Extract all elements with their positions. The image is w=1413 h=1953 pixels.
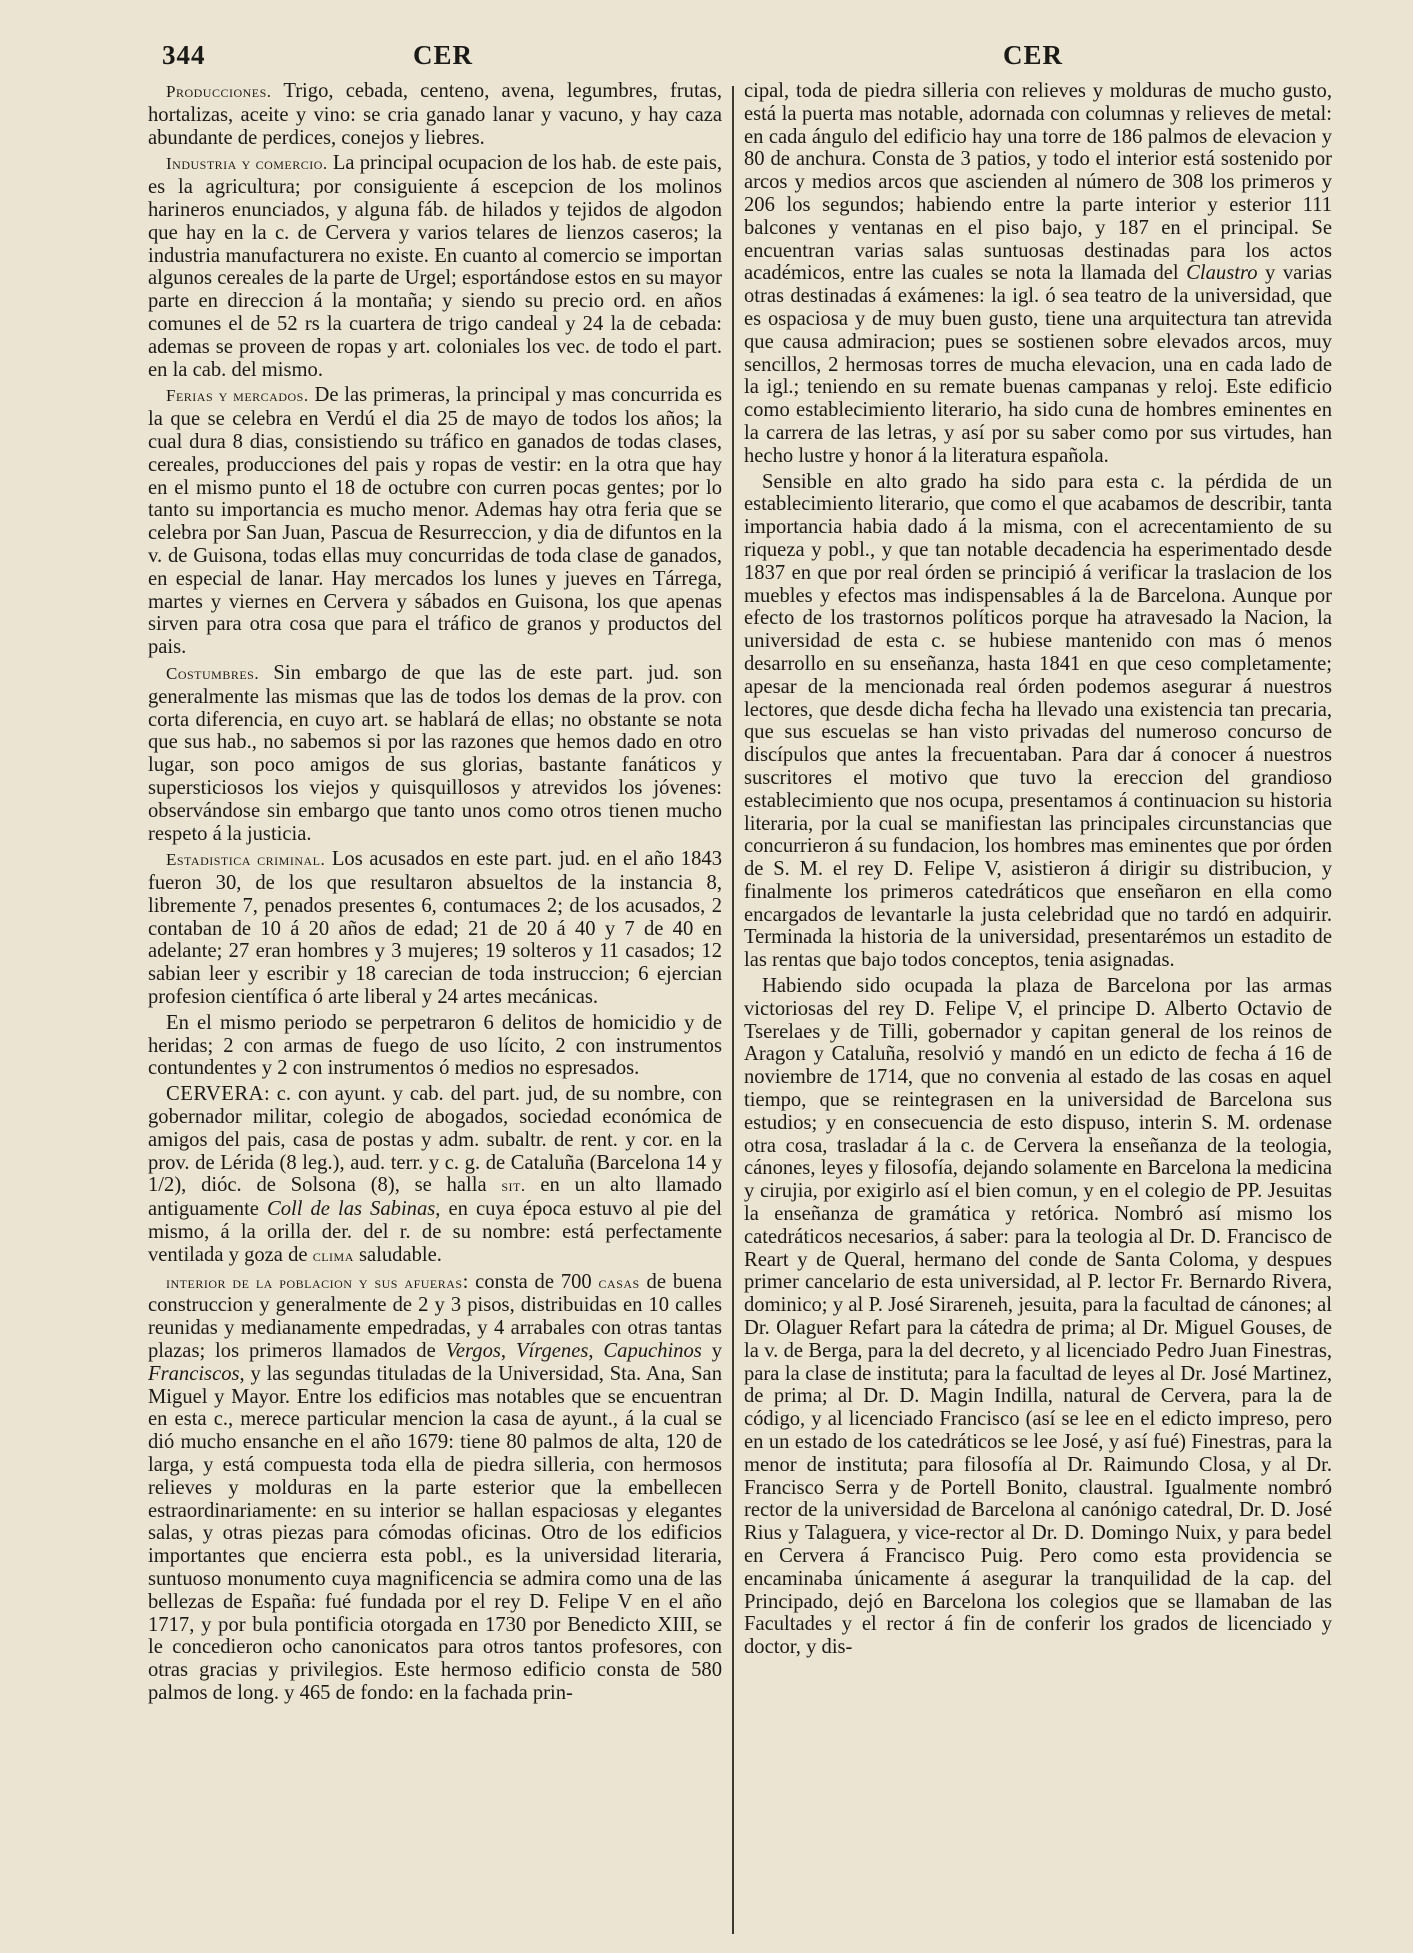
place-name-coll: Coll de las Sabinas — [266, 1198, 436, 1221]
paragraph-text: : c. con ayunt. y cab. del part. jud, de su nombre, con gobernador militar, colegio de abogados, sociedad económica de amigos del pais, casa de postas y adm. subaltr. de rent. y cor. en la prov. de Lérida (8 leg.), aud. terr. y c. g. de Cataluña (Barcelona 14 y 1/2), dióc. de Solsona (8), se halla — [148, 1083, 722, 1197]
paragraph-text: Trigo, cebada, centeno, avena, legumbres, frutas, hortalizas, aceite y vino: se cria ganado lanar y vacuno, y hay caza abundante de perdices, conejos y liebres. — [148, 80, 722, 149]
left-column — [148, 80, 722, 1930]
section-head-casas: casas — [598, 1272, 640, 1292]
place-name-franciscos: Franciscos — [148, 1362, 240, 1385]
paragraph-text: y varias otras destinadas á exámenes: la igl. ó sea teatro de la universidad, que es ospaciosa y de muy buen gusto, tiene una arquitectura tan atrevida que causa admiracion; pues se sostienen sobre elevados arcos, muy sencillos, 2 hermosas torres de mucha elevacion, una en cada lado de la igl.; teniendo en su remate buenas campanas y reloj. Este edificio como establecimiento literario, ha sido cuna de hombres eminentes en la carrera de las letras, y así por su saber como por sus virtudes, han hecho lustre y honor á la literatura española. — [744, 262, 1332, 467]
paragraph-cervera — [148, 1083, 722, 1267]
paragraph-text: De las primeras, la principal y mas concurrida es la que se celebra en Verdú el dia 25 de mayo de todos los años; la cual dura 8 dias, consistiendo su tráfico en ganados de todas clases, cereales, producciones del pais y ropas de vestir: en la otra que hay en el mismo punto el 18 de octubre con curren pocas gentes; por lo tanto su importancia es mucho menor. Ademas hay otra feria que se celebra por San Juan, Pascua de Resurreccion, y dia de difuntos en la v. de Guisona, todas ellas muy concurridas de toda clase de ganados, en especial de lanar. Hay mercados los lunes y jueves en Tárrega, martes y viernes en Cervera y sábados en Guisona, los que apenas sirven para otra cosa que para el tráfico de granos y productos del pais. — [148, 384, 722, 659]
section-head-estadistica: Estadistica criminal. — [166, 850, 326, 870]
paragraph-text: , y las segundas tituladas de la Universidad, Sta. Ana, San Miguel y Mayor. Entre los edificios mas notables que se encuentran en esta c., merece particular mencion la casa de ayunt., á la cual se dió mucho ensanche en el año 1679: tiene 80 palmos de alta, 120 de larga, y está compuesta toda ella de piedra silleria, con hermosos relieves y molduras en la parte esterior que la embellecen estraordinariamente: en su interior se hallan espaciosas y elegantes salas, y otras piezas para cómodas oficinas. Otro de los edificios importantes que encierra esta pobl., es la universidad literaria, suntuoso monumento cuya magnificencia se admira como una de las bellezas de España: fué fundada por el rey D. Felipe V en el año 1717, y por bula pontificia otorgada en 1730 por Benedicto XIII, se le concedieron ocho canonicatos para otros tantos profesores, con otras gracias y privilegios. Este hermoso edificio consta de 580 palmos de long. y 465 de fondo: en la fachada prin- — [148, 1362, 722, 1704]
page-number: 344 — [162, 40, 206, 70]
paragraph-estadistica — [148, 848, 722, 1009]
paragraph-text: Sensible en alto grado ha sido para esta c. la pérdida de un establecimiento literario, que como el que acabamos de describir, tanta importancia habia dado á la misma, con el acrecentamiento de su riqueza y pobl., y que tan notable decadencia ha esperimentado desde 1837 en que por real órden se principió á verificar la traslacion de los muebles y efectos mas indispensables á la de Barcelona. Aunque por efecto de los trastornos políticos porque ha atravesado la Nacion, la universidad de esta c. se hubiese mantenido con mas ó menos desarrollo en su enseñanza, hasta 1841 en que ceso completamente; apesar de la mencionada real órden podemos asegurar á nuestros lectores, que desde dicha fecha ha llevado una existencia tan precaria, que sus escuelas se han visto privadas del numeroso concurso de discípulos que antes la frecuentaban. Para dar á conocer á nuestros suscritores el motivo que tuvo la ereccion del grandioso establecimiento que nos ocupa, presentamos á continuacion su historia literaria, por la cual se manifiestan las principales circunstancias que concurrieron á su fundacion, los hombres mas eminentes que por órden de S. M. el rey D. Felipe V, asistieron á dirigir su distribucion, y finalmente los primeros catedráticos que enseñaron en ella como encargados de levantarle la justa celebridad que no tardó en adquirir. Terminada la historia de la universidad, presentarémos un estadito de las rentas que bajo todos conceptos, tenia asignadas. — [744, 470, 1332, 972]
paragraph-interior — [148, 1271, 722, 1705]
paragraph-text: La principal ocupacion de los hab. de este pais, es la agricultura; por consiguiente á escepcion de los molinos harineros enunciados, y alguna fáb. de hilados y tejidos de algodon que hay en la c. de Cervera y varios telares de lienzos caseros; la industria manufacturera no existe. En cuanto al comercio se importan algunos cereales de la parte de Urgel; esportándose estos en su mayor parte en direccion á la montaña; y siendo su precio ord. en años comunes el de 52 rs la cuartera de trigo candeal y 24 la de cebada: ademas se proveen de ropas y art. coloniales los vec. de todo el part. en la cab. del mismo. — [148, 152, 722, 381]
paragraph-text: en un alto llamado antiguamente — [148, 1174, 722, 1221]
paragraph-delitos — [148, 1012, 722, 1080]
paragraph-text: Sin embargo de que las de este part. jud. son generalmente las mismas que las de todos los demas de la prov. con corta diferencia, en cuyo art. se hablará de ellas; no obstante se nota que sus hab., no sabemos si por las razones que hemos dado en otro lugar, son poco amigos de sus glorias, bastante fanáticos y supersticiosos los viejos y quisquillosos y atrevidos los jóvenes: observándose sin embargo que tanto unos como otros tienen mucho respeto á la justicia. — [148, 661, 722, 845]
section-head-clima: clima — [312, 1245, 354, 1265]
section-head-ferias: Ferias y mercados. — [166, 386, 309, 406]
place-name-vergos: Vergos — [445, 1340, 501, 1363]
paragraph-perdida — [744, 471, 1332, 973]
section-head-producciones: Producciones. — [166, 82, 272, 101]
paragraph-historia — [744, 975, 1332, 1659]
abbr-sit: sit. — [501, 1176, 526, 1196]
paragraph-text: cipal, toda de piedra silleria con relieves y molduras de mucho gusto, está la puerta mas notable, adornada con columnas y relieves de metal: en cada ángulo del edificio hay una torre de 186 palmos de elevacion y 80 de anchura. Consta de 3 patios, y todo el interior está sostenido por arcos y medios arcos que ascienden al número de 308 los primeros y 206 los segundos; habiendo entre la parte interior y esterior 111 balcones y ventanas en el piso bajo, y 187 en el principal. Se encuentran varias salas suntuosas destinadas para los actos académicos, entre las cuales se nota la llamada del — [744, 80, 1332, 285]
paragraph-text: , en cuya época estuvo al pie del mismo, á la orilla der. del r. de su nombre: está perfectamente ventilada y goza de — [148, 1198, 722, 1266]
section-head-industria: Industria y comercio. — [166, 154, 328, 174]
right-column — [744, 80, 1332, 1930]
paragraph-text: En el mismo periodo se perpetraron 6 delitos de homicidio y de heridas; 2 con armas de fuego de uso lícito, 2 con instrumentos contundentes y 2 con instrumentos ó medios no espresados. — [148, 1011, 722, 1080]
section-head-costumbres: Costumbres. — [166, 663, 260, 683]
term-claustro: Claustro — [1186, 262, 1258, 285]
paragraph-text: Los acusados en este part. jud. en el año 1843 fueron 30, de los que resultaron absueltos de la instancia 8, libremente 7, penados presentes 6, contumaces 2; de los acusados, 2 contaban de 10 á 20 años de edad; 21 de 20 á 40 y 7 de 40 en adelante; 27 eran hombres y 3 mujeres; 19 solteros y 11 casados; 12 sabian leer y escribir y 18 carecian de toda instruccion; 6 ejercian profesion científica ó arte liberal y 24 artes mecánicas. — [148, 848, 722, 1009]
paragraph-costumbres — [148, 662, 722, 845]
paragraph-text: saludable. — [353, 1243, 442, 1266]
paragraph-text: de buena construccion y generalmente de 2 y 3 pisos, distribuidas en 10 calles reunidas y medianamente empedradas, y 4 arrabales con otras tantas plazas; los primeros llamados de — [148, 1270, 722, 1363]
paragraph-text: : consta de 700 — [462, 1270, 599, 1293]
place-name-capuchinos: Capuchinos — [603, 1340, 702, 1363]
place-name-virgenes: Vírgenes — [515, 1340, 589, 1363]
entry-title-cervera: CERVERA — [166, 1083, 264, 1106]
paragraph-producciones — [148, 80, 722, 149]
column-divider — [732, 86, 734, 1934]
right-column-heading: CER — [1003, 40, 1064, 70]
paragraph-universidad-continued — [744, 80, 1332, 468]
separator: , — [500, 1340, 516, 1363]
paragraph-text: Habiendo sido ocupada la plaza de Barcelona por las armas victoriosas del rey D. Felipe V, el principe D. Alberto Octavio de Tserelaes y de Tilli, gobernador y capitan general de los reinos de Aragon y Cataluña, resolvió y mandó en un edicto de fecha á 16 de noviembre de 1714, que no convenia al estado de las cosas en aquel tiempo, que se reintegrasen en la universidad de Barcelona sus estudios; y en consecuencia de esto dispuso, interin S. M. ordenase otra cosa, trasladar á la c. de Cervera la enseñanza de la teologia, cánones, leyes y filosofía, dejando solamente en Barcelona la medicina y cirujia, por exigirlo así el bien comun, y en el colegio de PP. Jesuitas la enseñanza de gramática y retórica. Nombró así mismo los catedráticos necesarios, á saber: para la teologia al Dr. D. Francisco de Reart y de Queral, hermano del conde de Santa Coloma, y despues primer cancelario de esta universidad, al P. lector Fr. Bernardo Rivera, dominico; y al P. José Sirareneh, jesuita, para la facultad de cánones; al Dr. Olaguer Refart para la cátedra de prima; al Dr. Miguel Gouses, de la v. de Berga, para la del decreto, y al licenciado Pedro Juan Finestras, para la clase de instituta; para la facultad de leyes al Dr. José Martinez, de prima; al Dr. D. Magin Indilla, natural de Cervera, para la de código, y al licenciado Francisco (así se lee en el edicto impreso, pero en un estado de los catedráticos se lee José, y así fué) Finestras, para la menor de instituta; para filosofía al Dr. Raimundo Closa, y al Dr. Francisco Serra y de Portell Bonito, claustral. Igualmente nombró rector de la universidad de Barcelona al canónigo catedral, Dr. D. José Rius y Talaguera, y vice-rector al Dr. D. Domingo Nuix, y para bedel en Cervera á Francisco Puig. Pero como esta providencia se encaminaba únicamente á asegurar la tranquilidad de la cap. del Principado, dejó en Barcelona los colegios que se llamaban de las Facultades y el rector á fin de conferir los grados de licenciado y doctor, y dis- — [744, 975, 1332, 1659]
paragraph-industria — [148, 152, 722, 381]
separator: y — [701, 1340, 722, 1363]
section-head-interior: interior de la poblacion y sus afueras — [166, 1272, 463, 1292]
paragraph-ferias — [148, 384, 722, 659]
separator: , — [588, 1340, 604, 1363]
left-column-heading: CER — [413, 40, 474, 70]
running-head — [0, 40, 1413, 80]
